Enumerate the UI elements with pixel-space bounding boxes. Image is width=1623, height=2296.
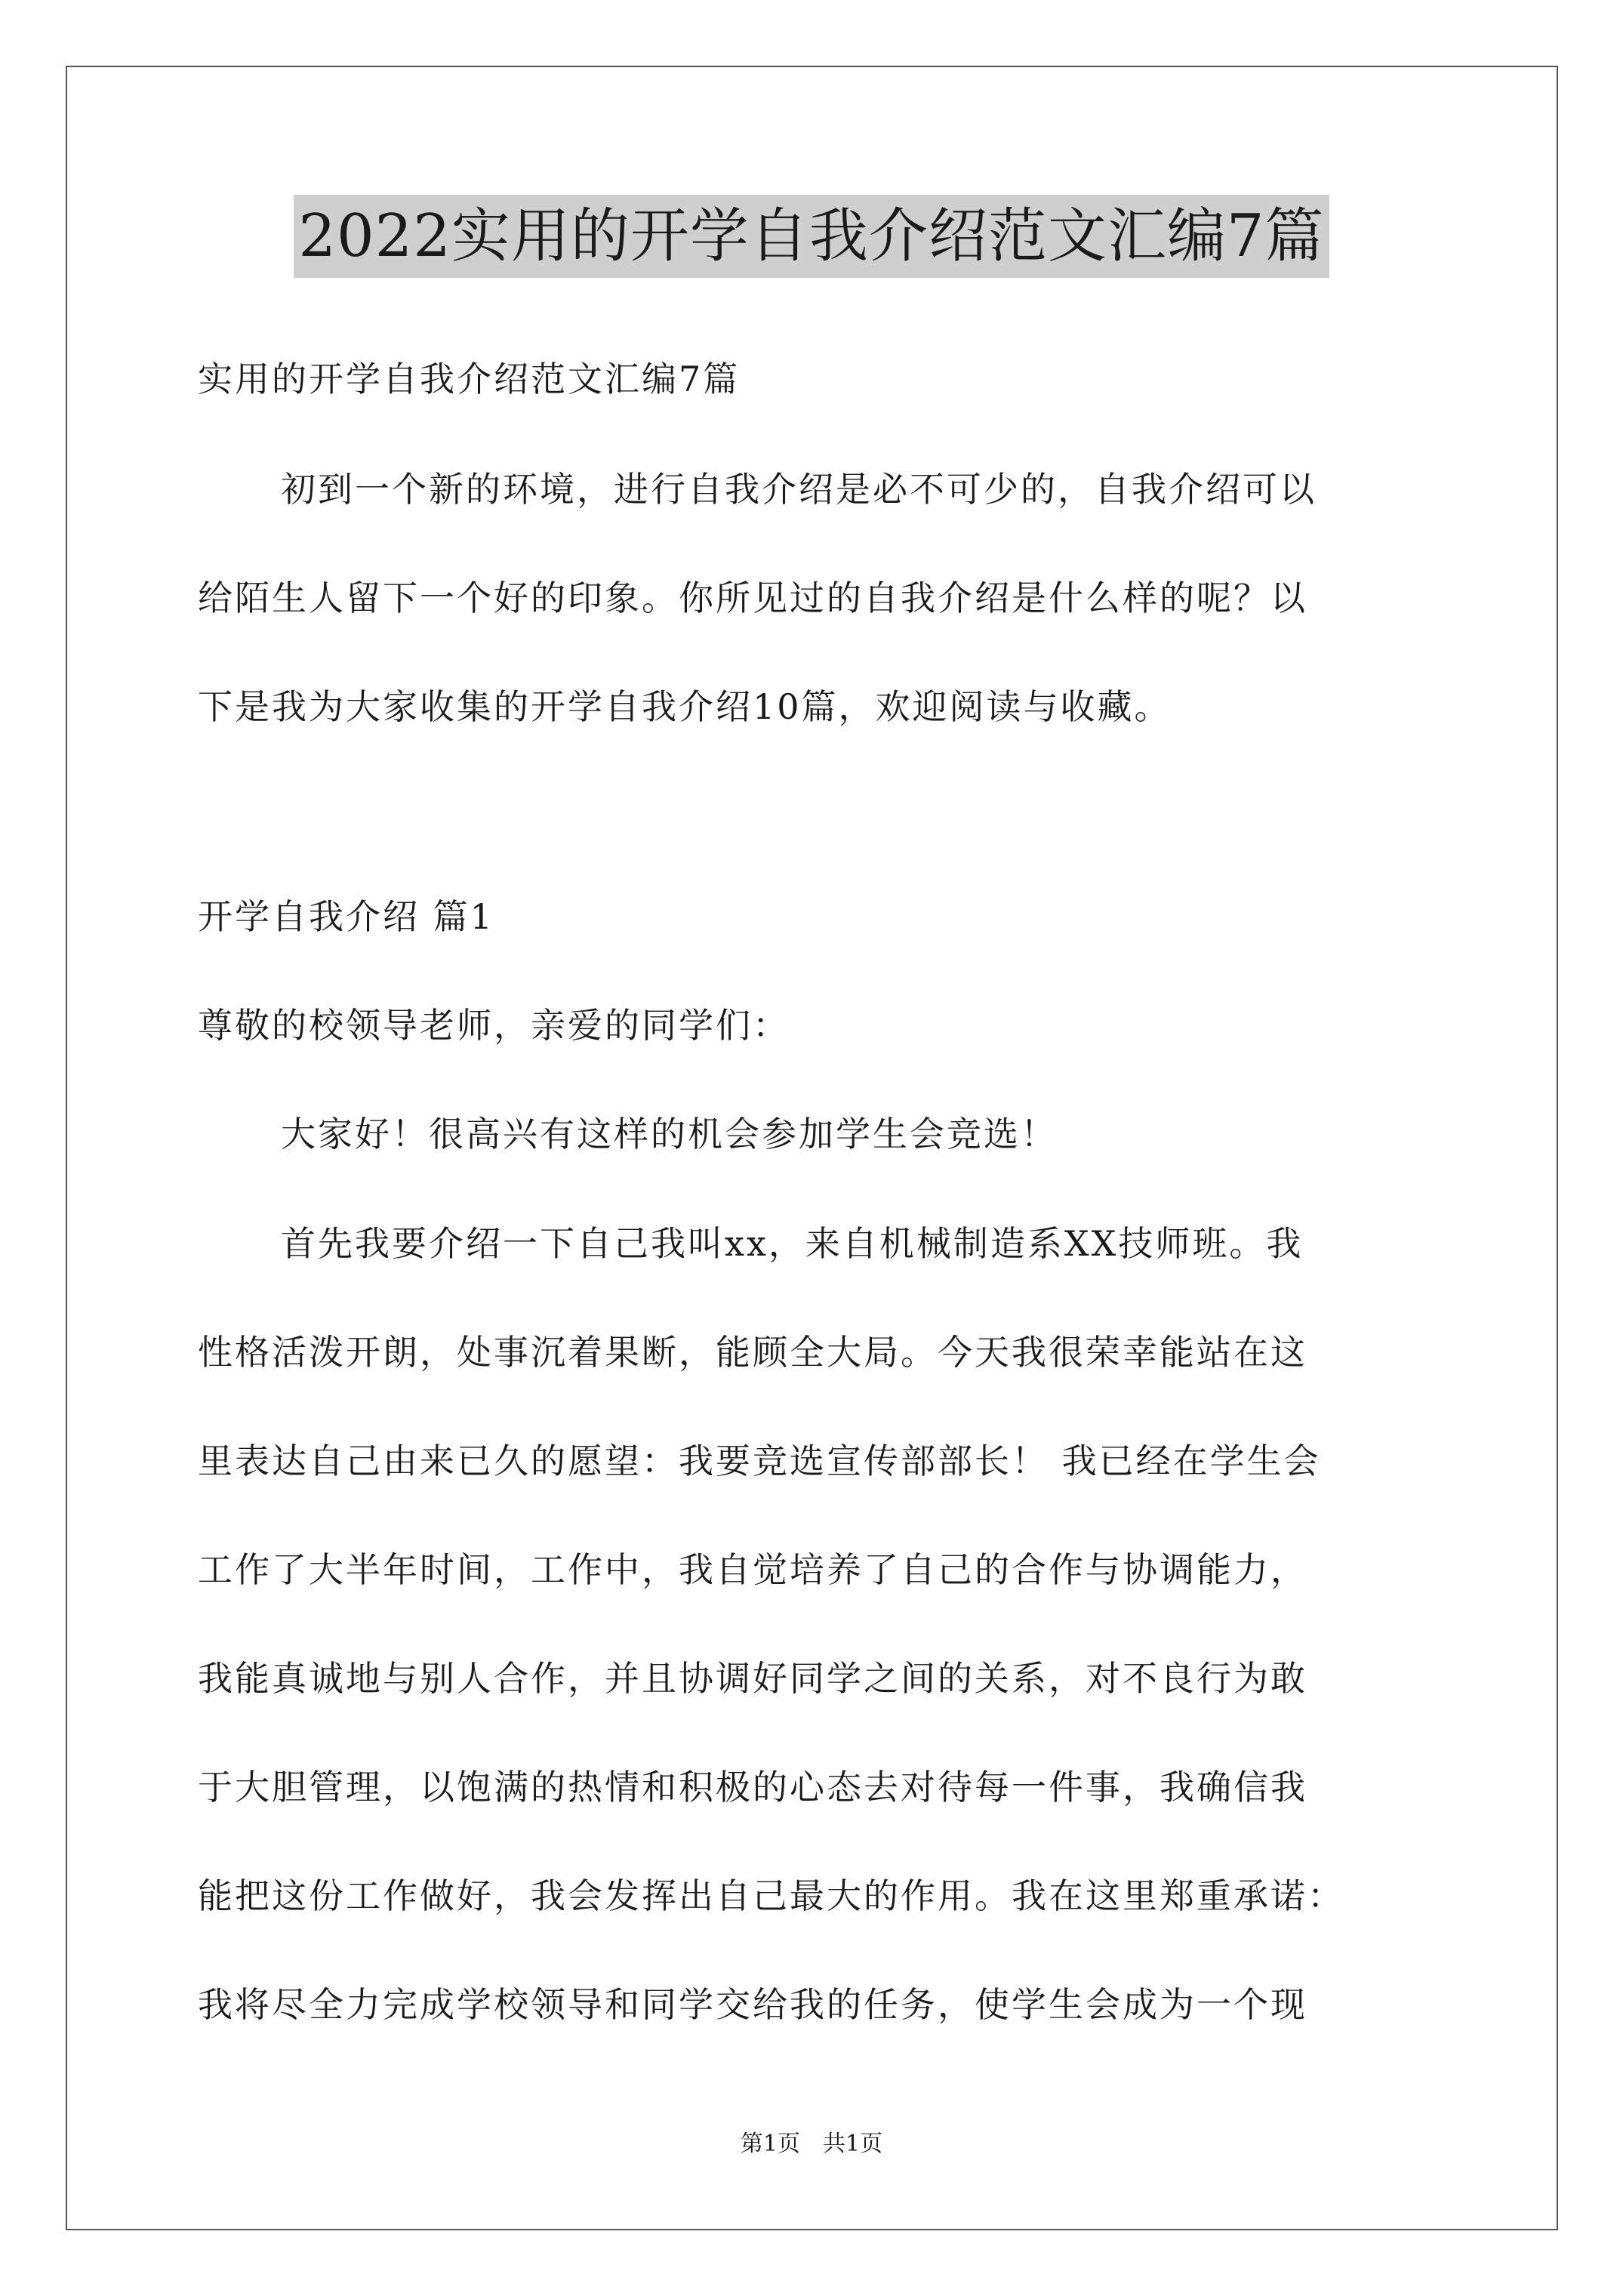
intro-line: 给陌生人留下一个好的印象。你所见过的自我介绍是什么样的呢？以 (198, 578, 1307, 618)
intro-line: 下是我为大家收集的开学自我介绍10篇，欢迎阅读与收藏。 (198, 686, 1172, 727)
greeting: 大家好！很高兴有这样的机会参加学生会竞选！ (281, 1114, 1058, 1154)
body-line: 能把这份工作做好，我会发挥出自己最大的作用。我在这里郑重承诺： (198, 1875, 1344, 1916)
section-heading: 开学自我介绍 篇1 (198, 896, 494, 937)
document-title-row (0, 195, 1623, 278)
body-line: 我能真诚地与别人合作，并且协调好同学之间的关系，对不良行为敢 (198, 1658, 1307, 1699)
intro-line: 初到一个新的环境，进行自我介绍是必不可少的，自我介绍可以 (281, 469, 1317, 510)
document-subtitle: 实用的开学自我介绍范文汇编7篇 (198, 359, 741, 399)
body-line: 里表达自己由来已久的愿望：我要竞选宣传部部长！ 我已经在学生会 (198, 1441, 1321, 1481)
body-line: 首先我要介绍一下自己我叫xx，来自机械制造系XX技师班。我 (281, 1223, 1304, 1264)
page-footer: 第1页 共1页 (740, 2131, 883, 2157)
document-title: 2022实用的开学自我介绍范文汇编7篇 (294, 195, 1329, 278)
salutation: 尊敬的校领导老师，亲爱的同学们： (198, 1005, 790, 1046)
body-line: 工作了大半年时间，工作中，我自觉培养了自己的合作与协调能力， (198, 1549, 1307, 1590)
body-line: 我将尽全力完成学校领导和同学交给我的任务，使学生会成为一个现 (198, 1984, 1307, 2025)
body-line: 于大胆管理，以饱满的热情和积极的心态去对待每一件事，我确信我 (198, 1767, 1307, 1808)
body-line: 性格活泼开朗，处事沉着果断，能顾全大局。今天我很荣幸能站在这 (198, 1332, 1307, 1373)
